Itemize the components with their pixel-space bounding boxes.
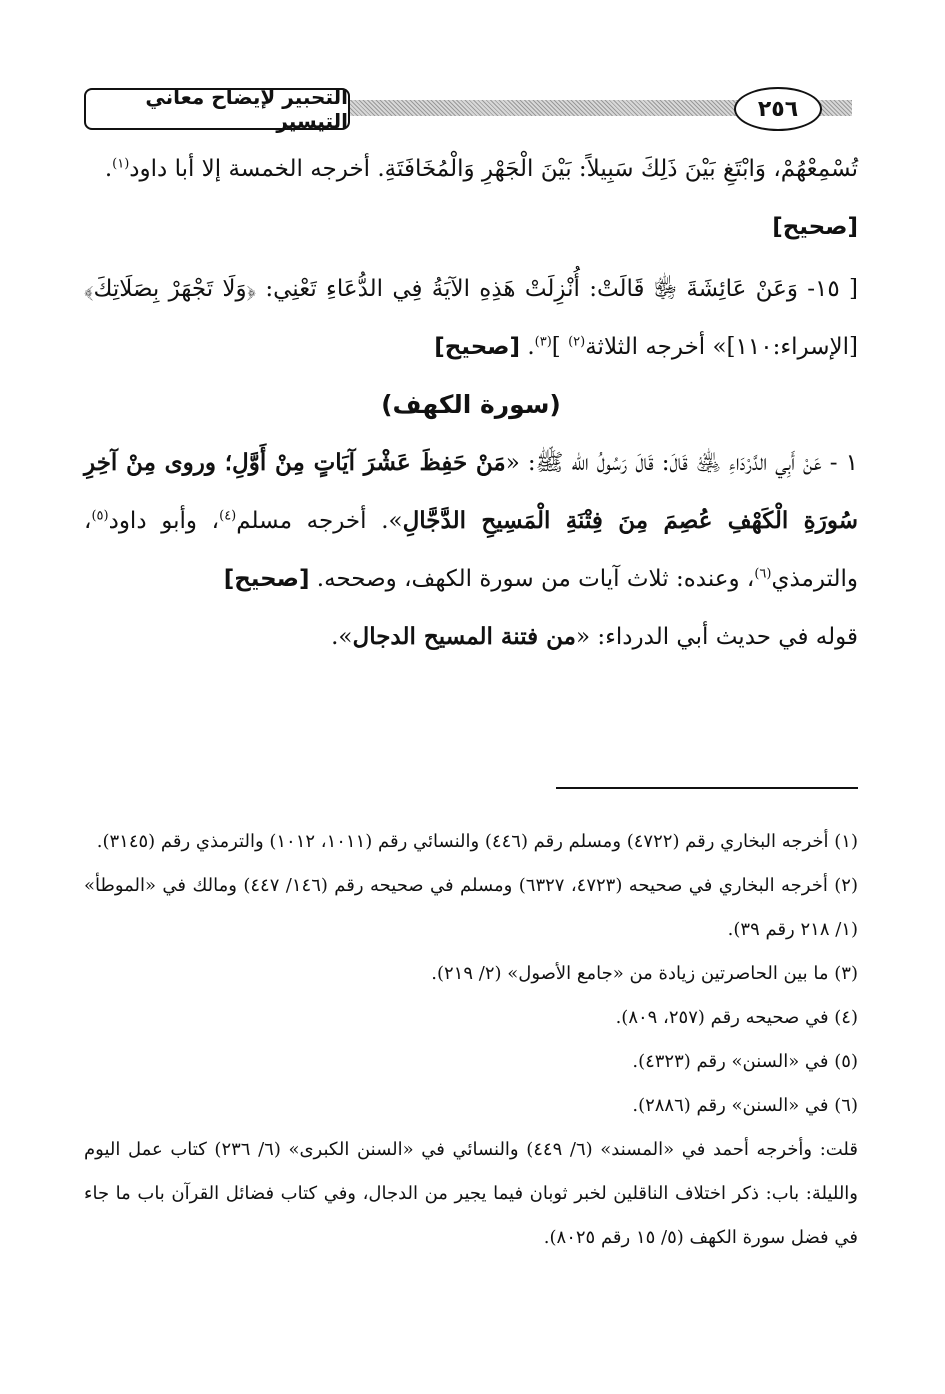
footnote-3: (٣) ما بين الحاصرتين زيادة من «جامع الأصول» (٢/ ٢١٩). (431, 963, 858, 984)
hadith-15 (84, 260, 858, 376)
footnote-1: (١) أخرجه البخاري رقم (٤٧٢٢) ومسلم رقم (٤٤٦) والنسائي رقم (١٠١١، ١٠١٢) والترمذي رقم (٣١٤٥). (96, 831, 858, 852)
footnote-6: (٦) في «السنن» رقم (٢٨٨٦). (632, 1095, 858, 1116)
footnote-ref-4: (٤) (219, 508, 237, 524)
footnote-ref-6: (٦) (754, 566, 772, 582)
grade-line-1 (84, 198, 858, 256)
footnote-ref-3: (٣) (534, 334, 552, 350)
page-header (80, 82, 862, 134)
footnote-4: (٤) في صحيحه رقم (٢٥٧، ٨٠٩). (615, 1007, 858, 1028)
hadith-15-bracket: ] (551, 334, 569, 360)
footnote-note: قلت: وأخرجه أحمد في «المسند» (٦/ ٤٤٩) والنسائي في «السنن الكبرى» (٦/ ٢٣٦) كتاب عمل اليوم والليلة: باب: ذكر اختلاف الناقلين لخبر ثوبان فيما يجير من الدجال، وفي كتاب فضائل القرآن باب ما جاء في فضل سورة الكهف (٥/ ١٥ رقم ٨٠٢٥). (84, 1139, 858, 1248)
grade-sahih-3: [صحيح] (223, 566, 310, 592)
commentary-line (84, 608, 858, 666)
line-1-text: تُسْمِعْهُمْ، وَابْتَغِ بَيْنَ ذَلِكَ سَبِيلاً: بَيْنَ الْجَهْرِ وَالْمُخَافَتَةِ. أخرجه الخمسة إلا أبا داود (129, 156, 858, 182)
line-1 (84, 140, 858, 198)
footnote-ref-1: (١) (112, 156, 130, 172)
hadith-1-abudawud: ، وأبو داود (108, 508, 220, 534)
grade-sahih-1: [صحيح] (772, 214, 858, 240)
footnote-ref-2: (٢) (568, 334, 586, 350)
footnotes (84, 820, 858, 1260)
commentary-end: ». (331, 624, 353, 650)
hadith-1-quote: مَنْ حَفِظَ عَشْرَ آيَاتٍ مِنْ أَوَّلِ؛ وروى مِنْ آخِرِ سُورَةِ الْكَهْفِ عُصِمَ مِنَ فِتْنَةِ الْمَسِيحِ الدَّجَّالِ (84, 449, 858, 534)
hadith-1-note: ، وعنده: ثلاث آيات من سورة الكهف، وصححه. (309, 566, 755, 592)
hadith-1-source: ». أخرجه مسلم (236, 508, 403, 534)
page-number: ٢٥٦ (734, 87, 822, 131)
footnote-5: (٥) في «السنن» رقم (٤٣٢٣). (632, 1051, 858, 1072)
grade-sahih-2: [صحيح] (434, 334, 521, 360)
hadith-1 (84, 434, 858, 608)
hadith-1-text: ١ - عَنْ أَبِي الدَّرْدَاءِ ﵁ قَالَ: قَالَ رَسُولُ الله ﷺ: « (505, 450, 858, 476)
footnote-separator (556, 787, 858, 789)
hadith-1-tirmidhi: ، والترمذي (84, 508, 858, 592)
commentary-quote: من فتنة المسيح الدجال (352, 623, 576, 650)
hadith-15-text: [ ١٥- وَعَنْ عَائِشَةَ ﵂ قَالَتْ: أُنْزِلَتْ هَذِهِ الآيَةُ فِي الدُّعَاءِ تَعْنِي: ﴿وَلَا تَجْهَرْ بِصَلَاتِكَ﴾[الإسراء:١١٠]» أخرجه الثلاثة (84, 276, 858, 360)
hadith-15-end: . (520, 334, 535, 360)
commentary-text: قوله في حديث أبي الدرداء: « (575, 624, 858, 650)
footnote-ref-5: (٥) (91, 508, 109, 524)
surah-heading: (سورة الكهف) (381, 390, 561, 419)
book-title: التحبير لإيضاح معاني التيسير (84, 88, 350, 130)
main-text (84, 140, 858, 666)
footnote-2: (٢) أخرجه البخاري في صحيحه (٤٧٢٣، ٦٣٢٧) ومسلم في صحيحه رقم (١٤٦/ ٤٤٧) ومالك في «الموطأ» (١/ ٢١٨ رقم ٣٩). (84, 875, 858, 940)
line-1-end: . (104, 156, 113, 182)
